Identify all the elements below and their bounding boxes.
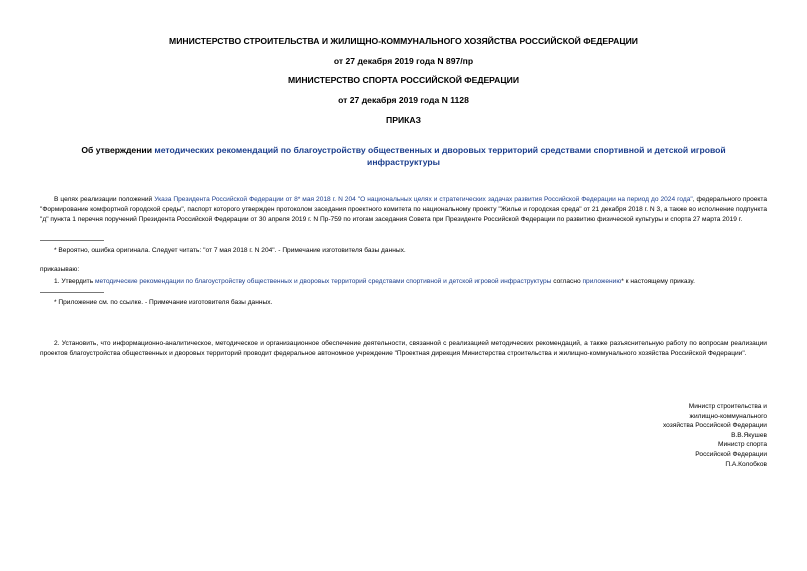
title-prefix: Об утверждении: [81, 145, 155, 155]
order-date-sport: от 27 декабря 2019 года N 1128: [338, 95, 469, 105]
item1-text-1: 1. Утвердить: [54, 278, 95, 285]
footnote-1: * Вероятно, ошибка оригинала. Следует читать: "от 7 мая 2018 г. N 204". - Примечание изготовителя базы данных.: [54, 247, 406, 254]
order-item-1: [40, 277, 767, 287]
title-link[interactable]: методических рекомендаций по благоустройству общественных и дворовых территорий средствами спортивной и детской игровой инфраструктуры: [154, 145, 726, 167]
signature-line-3: хозяйства Российской Федерации: [662, 422, 767, 430]
signature-line-2: жилищно-коммунального: [689, 412, 767, 420]
preamble-text-1: В целях реализации положений: [54, 196, 155, 203]
item1-text-3: * к настоящему приказу.: [621, 278, 695, 285]
order-item-2: 2. Установить, что информационно-аналитическое, методическое и организационное обеспечение деятельности, связанной с реализацией методических рекомендаций, а также разъяснительную работу по вопросам реализации проектов благоустройства общественных и дворовых территорий проводит федеральное автономное учреждение "Проектная дирекция Министерства строительства и жилищно-коммунального хозяйства Российской Федерации".: [40, 340, 767, 357]
document-type: ПРИКАЗ: [386, 115, 421, 125]
signature-line-6: Российской Федерации: [695, 450, 767, 458]
appendix-link[interactable]: приложению: [582, 278, 622, 285]
item1-text-2: согласно: [551, 278, 583, 285]
document-title: [60, 144, 747, 168]
signature-line-5: Министр спорта: [718, 441, 767, 449]
ministry-sport-heading: МИНИСТЕРСТВО СПОРТА РОССИЙСКОЙ ФЕДЕРАЦИИ: [287, 75, 519, 85]
signature-line-4: В.В.Якушев: [731, 431, 767, 439]
footnote-separator-1: [40, 240, 104, 241]
signature-line-7: П.А.Колобков: [725, 460, 767, 468]
order-date-construction: от 27 декабря 2019 года N 897/пр: [333, 56, 474, 66]
footnote-separator-2: [40, 292, 104, 293]
signature-line-1: Министр строительства и: [688, 403, 767, 410]
order-word: приказываю:: [40, 266, 80, 273]
preamble-text-2: , федерального проекта "Формирование комфортной городской среды", паспорт которого утвержден протоколом заседания проектного комитета по национальному проекту "Жилье и городская среда" от 21 декабря 2018 г. N 3, а также во исполнение подпункта "д" пункта 1 перечня поручений Президента Российской Федерации от 30 апреля 2019 г. N Пр-759 по итогам заседания Совета при Президенте Российской Федерации по развитию физической культуры и спорта 27 марта 2019 г.: [40, 196, 767, 223]
presidential-decree-link[interactable]: Указа Президента Российской Федерации от 8* мая 2018 г. N 204 "О национальных целях и стратегических задачах развития Российской Федерации на период до 2024 года": [154, 196, 693, 203]
recommendations-link[interactable]: методические рекомендации по благоустройству общественных и дворовых территорий средствами спортивной и детской игровой инфраструктуры: [94, 278, 552, 285]
ministry-construction-heading: МИНИСТЕРСТВО СТРОИТЕЛЬСТВА И ЖИЛИЩНО-КОММУНАЛЬНОГО ХОЗЯЙСТВА РОССИЙСКОЙ ФЕДЕРАЦИИ: [169, 36, 638, 46]
signature-block: [587, 402, 767, 469]
preamble-paragraph: [40, 195, 767, 225]
footnote-2: * Приложение см. по ссылке. - Примечание изготовителя базы данных.: [54, 299, 273, 306]
